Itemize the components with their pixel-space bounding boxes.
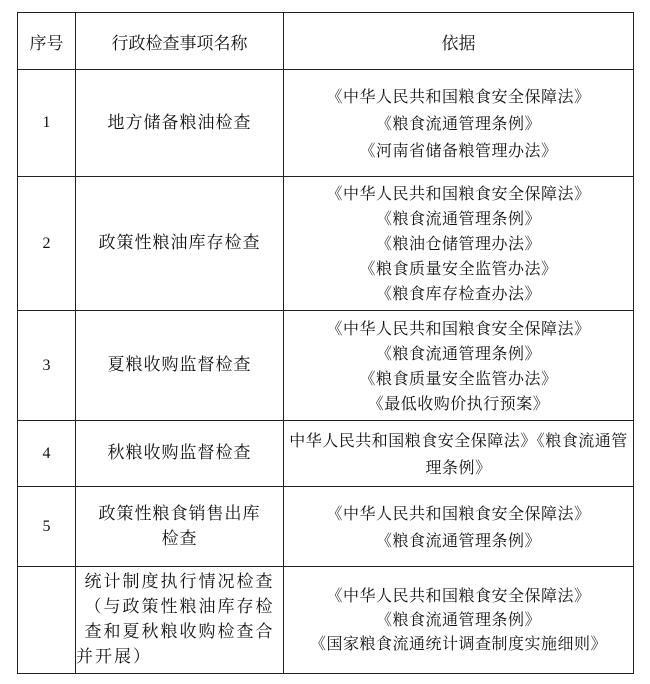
- header-item-name: 行政检查事项名称: [76, 13, 284, 70]
- basis-line: 《粮食流通管理条例》: [375, 113, 541, 133]
- table-row: [18, 567, 634, 674]
- basis-line: 《最低收购价执行预案》: [367, 393, 550, 413]
- row-legal-basis: [284, 70, 634, 177]
- table-row: [18, 70, 634, 177]
- basis-line: 《粮食质量安全监管办法》: [359, 259, 558, 278]
- basis-line: 《粮食库存检查办法》: [375, 284, 541, 303]
- row-serial-number: 2: [18, 177, 76, 311]
- row-legal-basis: [284, 311, 634, 421]
- row-legal-basis: [284, 487, 634, 567]
- basis-line: 《国家粮食流通统计调查制度实施细则》: [309, 634, 607, 653]
- row-legal-basis: [284, 421, 634, 487]
- basis-line: 《粮食流通管理条例》: [375, 343, 541, 363]
- table-row: [18, 487, 634, 567]
- row-item-name: 夏粮收购监督检查: [76, 311, 284, 421]
- row-item-name: 统计制度执行情况检查（与政策性粮油库存检查和夏秋粮收购检查合并开展）: [76, 567, 284, 674]
- table-row: [18, 177, 634, 311]
- basis-line: 《中华人民共和国粮食安全保障法》: [326, 86, 591, 106]
- row-item-name: 政策性粮食销售出库检查: [76, 487, 284, 567]
- basis-line: 中华人民共和国粮食安全保障法》《粮食流通管理条例》: [289, 430, 628, 477]
- table-header-row: [18, 13, 634, 70]
- row-serial-number: 3: [18, 311, 76, 421]
- row-item-name: 地方储备粮油检查: [76, 70, 284, 177]
- basis-line: 《粮油仓储管理办法》: [375, 234, 541, 253]
- basis-line: 《河南省储备粮管理办法》: [359, 140, 558, 160]
- inspection-table: [17, 12, 634, 674]
- basis-line: 《中华人民共和国粮食安全保障法》: [326, 184, 591, 203]
- basis-line: 《粮食流通管理条例》: [375, 610, 541, 629]
- basis-line: 《粮食流通管理条例》: [375, 530, 541, 550]
- header-serial-number: 序号: [18, 13, 76, 70]
- basis-line: 《中华人民共和国粮食安全保障法》: [326, 318, 591, 338]
- row-item-name: 政策性粮油库存检查: [76, 177, 284, 311]
- row-legal-basis: [284, 177, 634, 311]
- basis-line: 《中华人民共和国粮食安全保障法》: [326, 503, 591, 523]
- table-row: [18, 311, 634, 421]
- row-serial-number: 1: [18, 70, 76, 177]
- basis-line: 《粮食流通管理条例》: [375, 209, 541, 228]
- row-item-name: 秋粮收购监督检查: [76, 421, 284, 487]
- row-serial-number: 4: [18, 421, 76, 487]
- basis-line: 《中华人民共和国粮食安全保障法》: [326, 586, 591, 605]
- row-legal-basis: [284, 567, 634, 674]
- row-serial-number: [18, 567, 76, 674]
- basis-line: 《粮食质量安全监管办法》: [359, 368, 558, 388]
- header-legal-basis: 依据: [284, 13, 634, 70]
- table-row: [18, 421, 634, 487]
- row-serial-number: 5: [18, 487, 76, 567]
